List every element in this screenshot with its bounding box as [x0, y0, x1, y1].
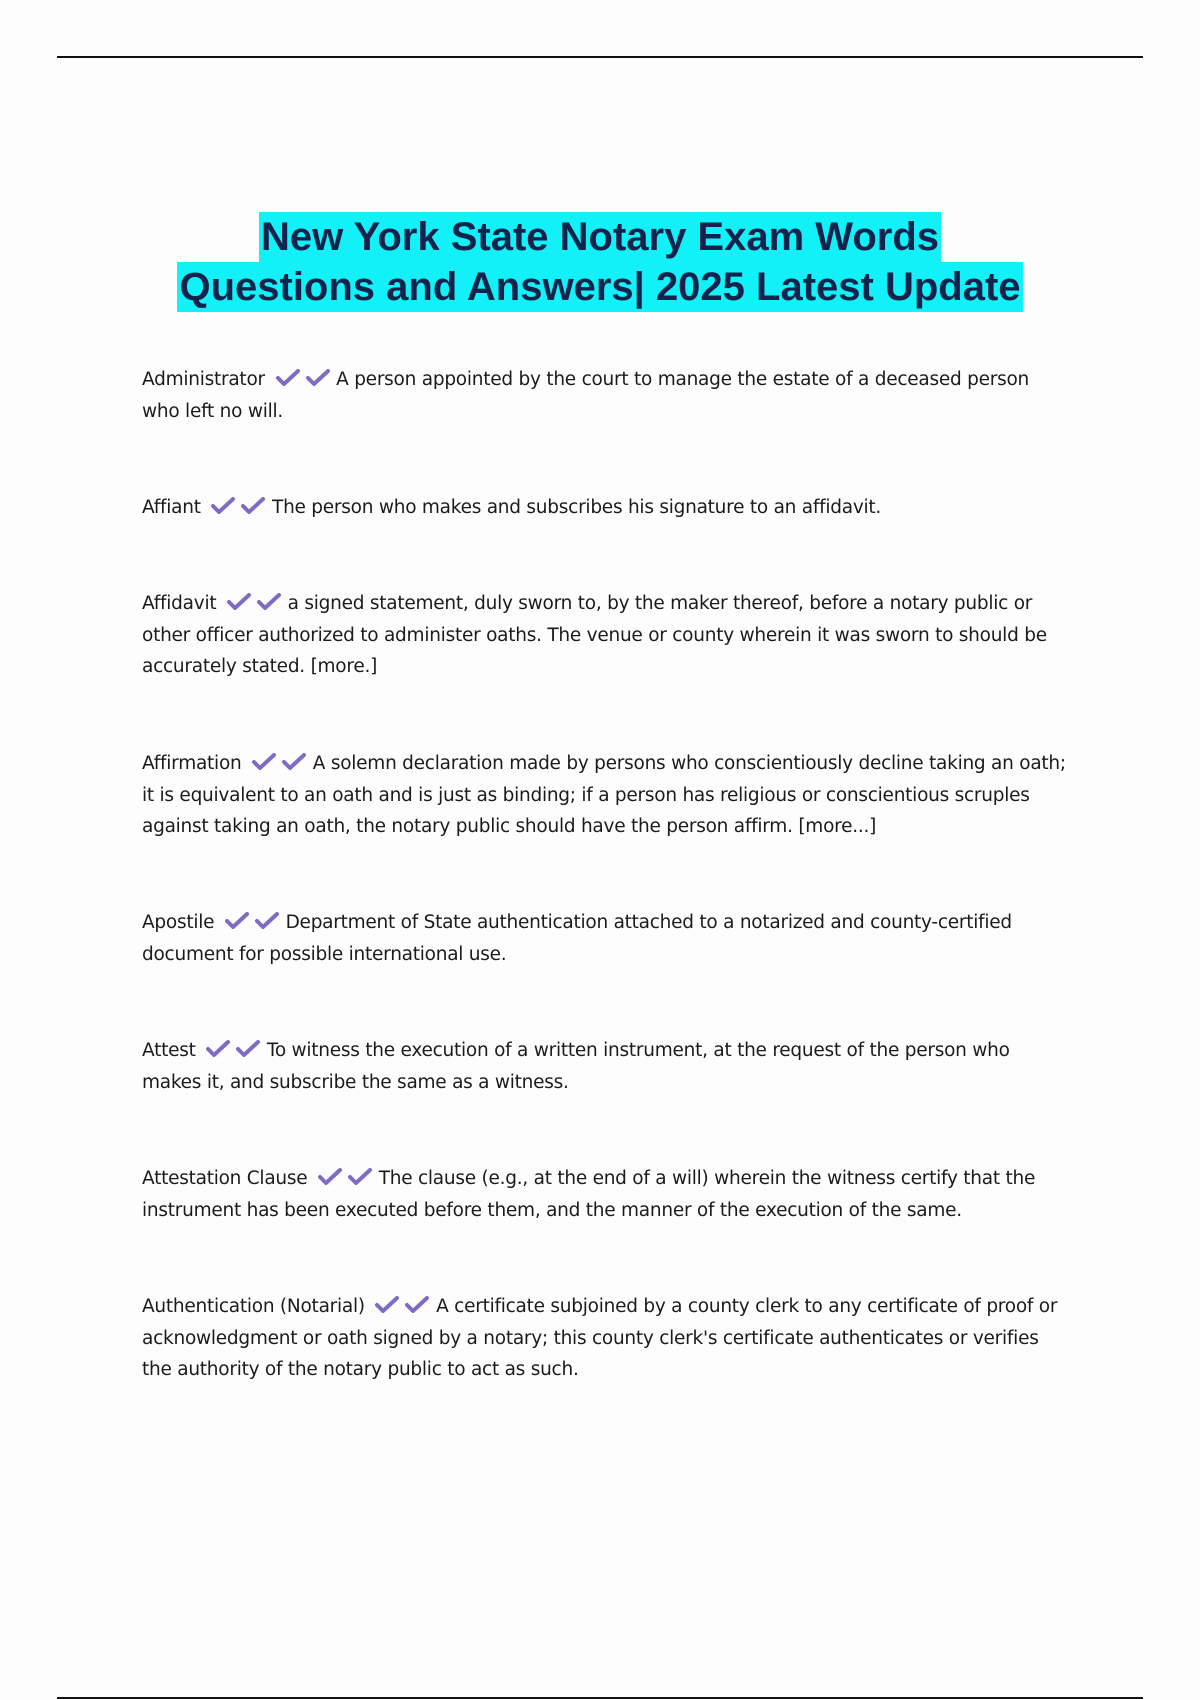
check-icon — [347, 1167, 373, 1187]
top-rule — [57, 56, 1143, 58]
title-line-1: New York State Notary Exam Words — [259, 212, 941, 262]
entry-definition: To witness the execution of a written instrument, at the request of the person who makes it, and subscribe the same as a witness. — [142, 1040, 1010, 1093]
entry-definition: A solemn declaration made by persons who conscientiously decline taking an oath; it is equivalent to an oath and is just as binding; if a person has religious or conscientious scruples against taking an oath, the notary public should have the person affirm. [more...] — [142, 753, 1066, 837]
title-line-2: Questions and Answers| 2025 Latest Update — [177, 262, 1022, 312]
entry-definition: A person appointed by the court to manage the estate of a deceased person who left no will. — [142, 369, 1030, 422]
entry-term: Affirmation — [142, 753, 242, 774]
entry-term: Authentication (Notarial) — [142, 1296, 365, 1317]
check-icon — [275, 368, 301, 388]
entry-definition: a signed statement, duly sworn to, by the maker thereof, before a notary public or other officer authorized to administer oaths. The venue or county wherein it was sworn to should be accurately stated. [more.] — [142, 593, 1047, 677]
check-icon — [251, 752, 277, 772]
glossary-entry — [142, 1163, 1072, 1226]
check-icon — [404, 1295, 430, 1315]
check-icon — [374, 1295, 400, 1315]
entry-term: Apostile — [142, 912, 215, 933]
entry-term: Administrator — [142, 369, 265, 390]
entry-term: Attest — [142, 1040, 196, 1061]
entry-term: Affidavit — [142, 593, 217, 614]
check-icon — [240, 496, 266, 516]
entry-term: Affiant — [142, 497, 201, 518]
entry-definition: The clause (e.g., at the end of a will) wherein the witness certify that the instrument has been executed before them, and the manner of the execution of the same. — [142, 1168, 1036, 1221]
check-icon — [317, 1167, 343, 1187]
entry-definition: Department of State authentication attached to a notarized and county-certified document for possible international use. — [142, 912, 1012, 965]
glossary-entry — [142, 1291, 1072, 1386]
check-icon — [205, 1039, 231, 1059]
entry-definition: A certificate subjoined by a county clerk to any certificate of proof or acknowledgment or oath signed by a notary; this county clerk's certificate authenticates or verifies the authority of the notary public to act as such. — [142, 1296, 1058, 1380]
glossary-entry — [142, 364, 1072, 427]
entry-term: Attestation Clause — [142, 1168, 308, 1189]
check-icon — [254, 911, 280, 931]
check-icon — [210, 496, 236, 516]
glossary-entry — [142, 907, 1072, 970]
glossary-entry — [142, 748, 1072, 843]
glossary-entry — [142, 588, 1072, 683]
glossary-entry — [142, 492, 1072, 524]
glossary-entry — [142, 1035, 1072, 1098]
check-icon — [256, 592, 282, 612]
check-icon — [235, 1039, 261, 1059]
check-icon — [224, 911, 250, 931]
check-icon — [305, 368, 331, 388]
bottom-rule — [57, 1697, 1143, 1699]
document-title — [100, 212, 1100, 312]
entry-definition: The person who makes and subscribes his signature to an affidavit. — [272, 497, 882, 518]
check-icon — [226, 592, 252, 612]
check-icon — [281, 752, 307, 772]
